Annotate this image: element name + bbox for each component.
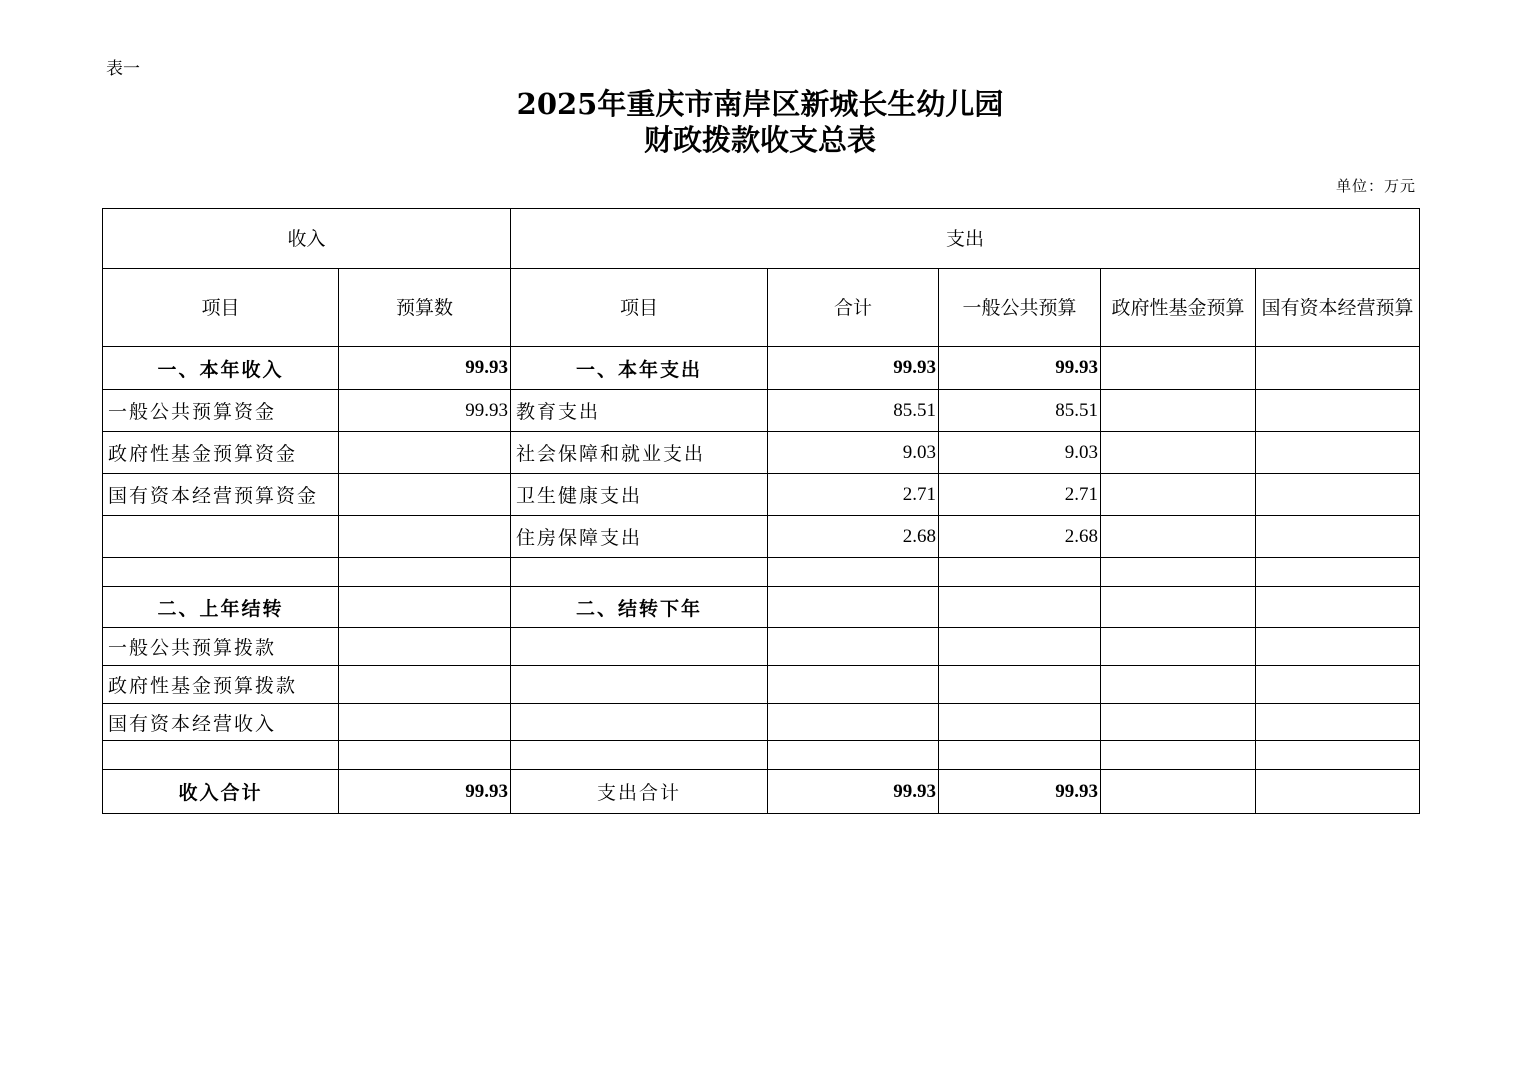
gov-fund-cell — [1101, 587, 1256, 628]
state-capital-cell — [1256, 432, 1420, 474]
gov-fund-cell — [1101, 628, 1256, 666]
page-title — [0, 86, 1520, 158]
table-row — [103, 516, 1420, 558]
state-capital-cell — [1256, 770, 1420, 814]
budget-table — [102, 208, 1420, 814]
table-row — [103, 666, 1420, 704]
gov-fund-cell — [1101, 347, 1256, 390]
general-budget-cell: 99.93 — [939, 770, 1101, 814]
table-tag: 表一 — [106, 59, 140, 79]
expense-total-cell — [768, 666, 939, 704]
state-capital-cell — [1256, 558, 1420, 587]
general-budget-cell — [939, 666, 1101, 704]
table-row — [103, 432, 1420, 474]
income-item-cell — [103, 558, 339, 587]
general-budget-cell: 99.93 — [939, 347, 1101, 390]
income-item-cell: 国有资本经营收入 — [103, 704, 339, 741]
expense-item-cell — [511, 628, 768, 666]
expense-item-cell — [511, 741, 768, 770]
gov-fund-cell — [1101, 390, 1256, 432]
expense-total-cell — [768, 704, 939, 741]
income-item-cell: 政府性基金预算资金 — [103, 432, 339, 474]
income-value-cell: 99.93 — [339, 770, 511, 814]
state-capital-cell — [1256, 666, 1420, 704]
gov-fund-header: 政府性基金预算 — [1101, 269, 1256, 347]
state-capital-cell — [1256, 704, 1420, 741]
gov-fund-cell — [1101, 741, 1256, 770]
income-value-cell — [339, 628, 511, 666]
expense-total-header: 合计 — [768, 269, 939, 347]
income-budget-header: 预算数 — [339, 269, 511, 347]
gov-fund-cell — [1101, 516, 1256, 558]
expense-total-cell — [768, 558, 939, 587]
income-value-cell — [339, 516, 511, 558]
income-value-cell — [339, 704, 511, 741]
income-value-cell — [339, 432, 511, 474]
general-budget-header: 一般公共预算 — [939, 269, 1101, 347]
gov-fund-cell — [1101, 558, 1256, 587]
expense-item-cell — [511, 666, 768, 704]
title-line-1: 2025年重庆市南岸区新城长生幼儿园 — [516, 87, 1004, 121]
state-capital-header: 国有资本经营预算 — [1256, 269, 1420, 347]
general-budget-cell: 85.51 — [939, 390, 1101, 432]
income-item-cell: 收入合计 — [103, 770, 339, 814]
expense-item-cell — [511, 704, 768, 741]
income-value-cell: 99.93 — [339, 390, 511, 432]
state-capital-cell — [1256, 347, 1420, 390]
table-row — [103, 474, 1420, 516]
gov-fund-cell — [1101, 666, 1256, 704]
gov-fund-cell — [1101, 432, 1256, 474]
gov-fund-cell — [1101, 474, 1256, 516]
general-budget-cell — [939, 558, 1101, 587]
table-row — [103, 390, 1420, 432]
gov-fund-cell — [1101, 704, 1256, 741]
expense-item-cell: 一、本年支出 — [511, 347, 768, 390]
state-capital-cell — [1256, 474, 1420, 516]
expense-total-cell: 99.93 — [768, 770, 939, 814]
header-row-1 — [103, 209, 1420, 269]
expense-item-header: 项目 — [511, 269, 768, 347]
table-row — [103, 587, 1420, 628]
expense-total-cell: 9.03 — [768, 432, 939, 474]
state-capital-cell — [1256, 741, 1420, 770]
expense-total-cell: 2.71 — [768, 474, 939, 516]
general-budget-cell — [939, 587, 1101, 628]
general-budget-cell — [939, 628, 1101, 666]
general-budget-cell: 2.68 — [939, 516, 1101, 558]
income-item-cell: 一、本年收入 — [103, 347, 339, 390]
state-capital-cell — [1256, 628, 1420, 666]
income-value-cell — [339, 666, 511, 704]
state-capital-cell — [1256, 587, 1420, 628]
income-value-cell: 99.93 — [339, 347, 511, 390]
expense-total-cell: 2.68 — [768, 516, 939, 558]
table-row — [103, 770, 1420, 814]
header-row-2 — [103, 269, 1420, 347]
income-item-cell: 国有资本经营预算资金 — [103, 474, 339, 516]
state-capital-cell — [1256, 516, 1420, 558]
expense-item-cell: 二、结转下年 — [511, 587, 768, 628]
table-row — [103, 558, 1420, 587]
general-budget-cell — [939, 704, 1101, 741]
expense-item-cell: 卫生健康支出 — [511, 474, 768, 516]
expense-total-cell: 99.93 — [768, 347, 939, 390]
income-value-cell — [339, 587, 511, 628]
income-item-cell: 二、上年结转 — [103, 587, 339, 628]
income-header: 收入 — [103, 209, 511, 269]
income-item-cell — [103, 516, 339, 558]
state-capital-cell — [1256, 390, 1420, 432]
income-value-cell — [339, 741, 511, 770]
table-row — [103, 628, 1420, 666]
income-item-cell: 一般公共预算拨款 — [103, 628, 339, 666]
income-item-cell — [103, 741, 339, 770]
general-budget-cell: 9.03 — [939, 432, 1101, 474]
gov-fund-cell — [1101, 770, 1256, 814]
table-row — [103, 704, 1420, 741]
table-row — [103, 741, 1420, 770]
general-budget-cell — [939, 741, 1101, 770]
table-row — [103, 347, 1420, 390]
expense-header: 支出 — [511, 209, 1420, 269]
income-item-cell: 一般公共预算资金 — [103, 390, 339, 432]
expense-item-cell: 住房保障支出 — [511, 516, 768, 558]
expense-item-cell: 支出合计 — [511, 770, 768, 814]
expense-total-cell — [768, 628, 939, 666]
expense-total-cell: 85.51 — [768, 390, 939, 432]
income-item-cell: 政府性基金预算拨款 — [103, 666, 339, 704]
unit-label: 单位：万元 — [1335, 177, 1416, 195]
income-value-cell — [339, 558, 511, 587]
income-value-cell — [339, 474, 511, 516]
expense-item-cell — [511, 558, 768, 587]
expense-item-cell: 社会保障和就业支出 — [511, 432, 768, 474]
general-budget-cell: 2.71 — [939, 474, 1101, 516]
expense-total-cell — [768, 741, 939, 770]
expense-total-cell — [768, 587, 939, 628]
title-line-2: 财政拨款收支总表 — [643, 123, 876, 157]
expense-item-cell: 教育支出 — [511, 390, 768, 432]
income-item-header: 项目 — [103, 269, 339, 347]
